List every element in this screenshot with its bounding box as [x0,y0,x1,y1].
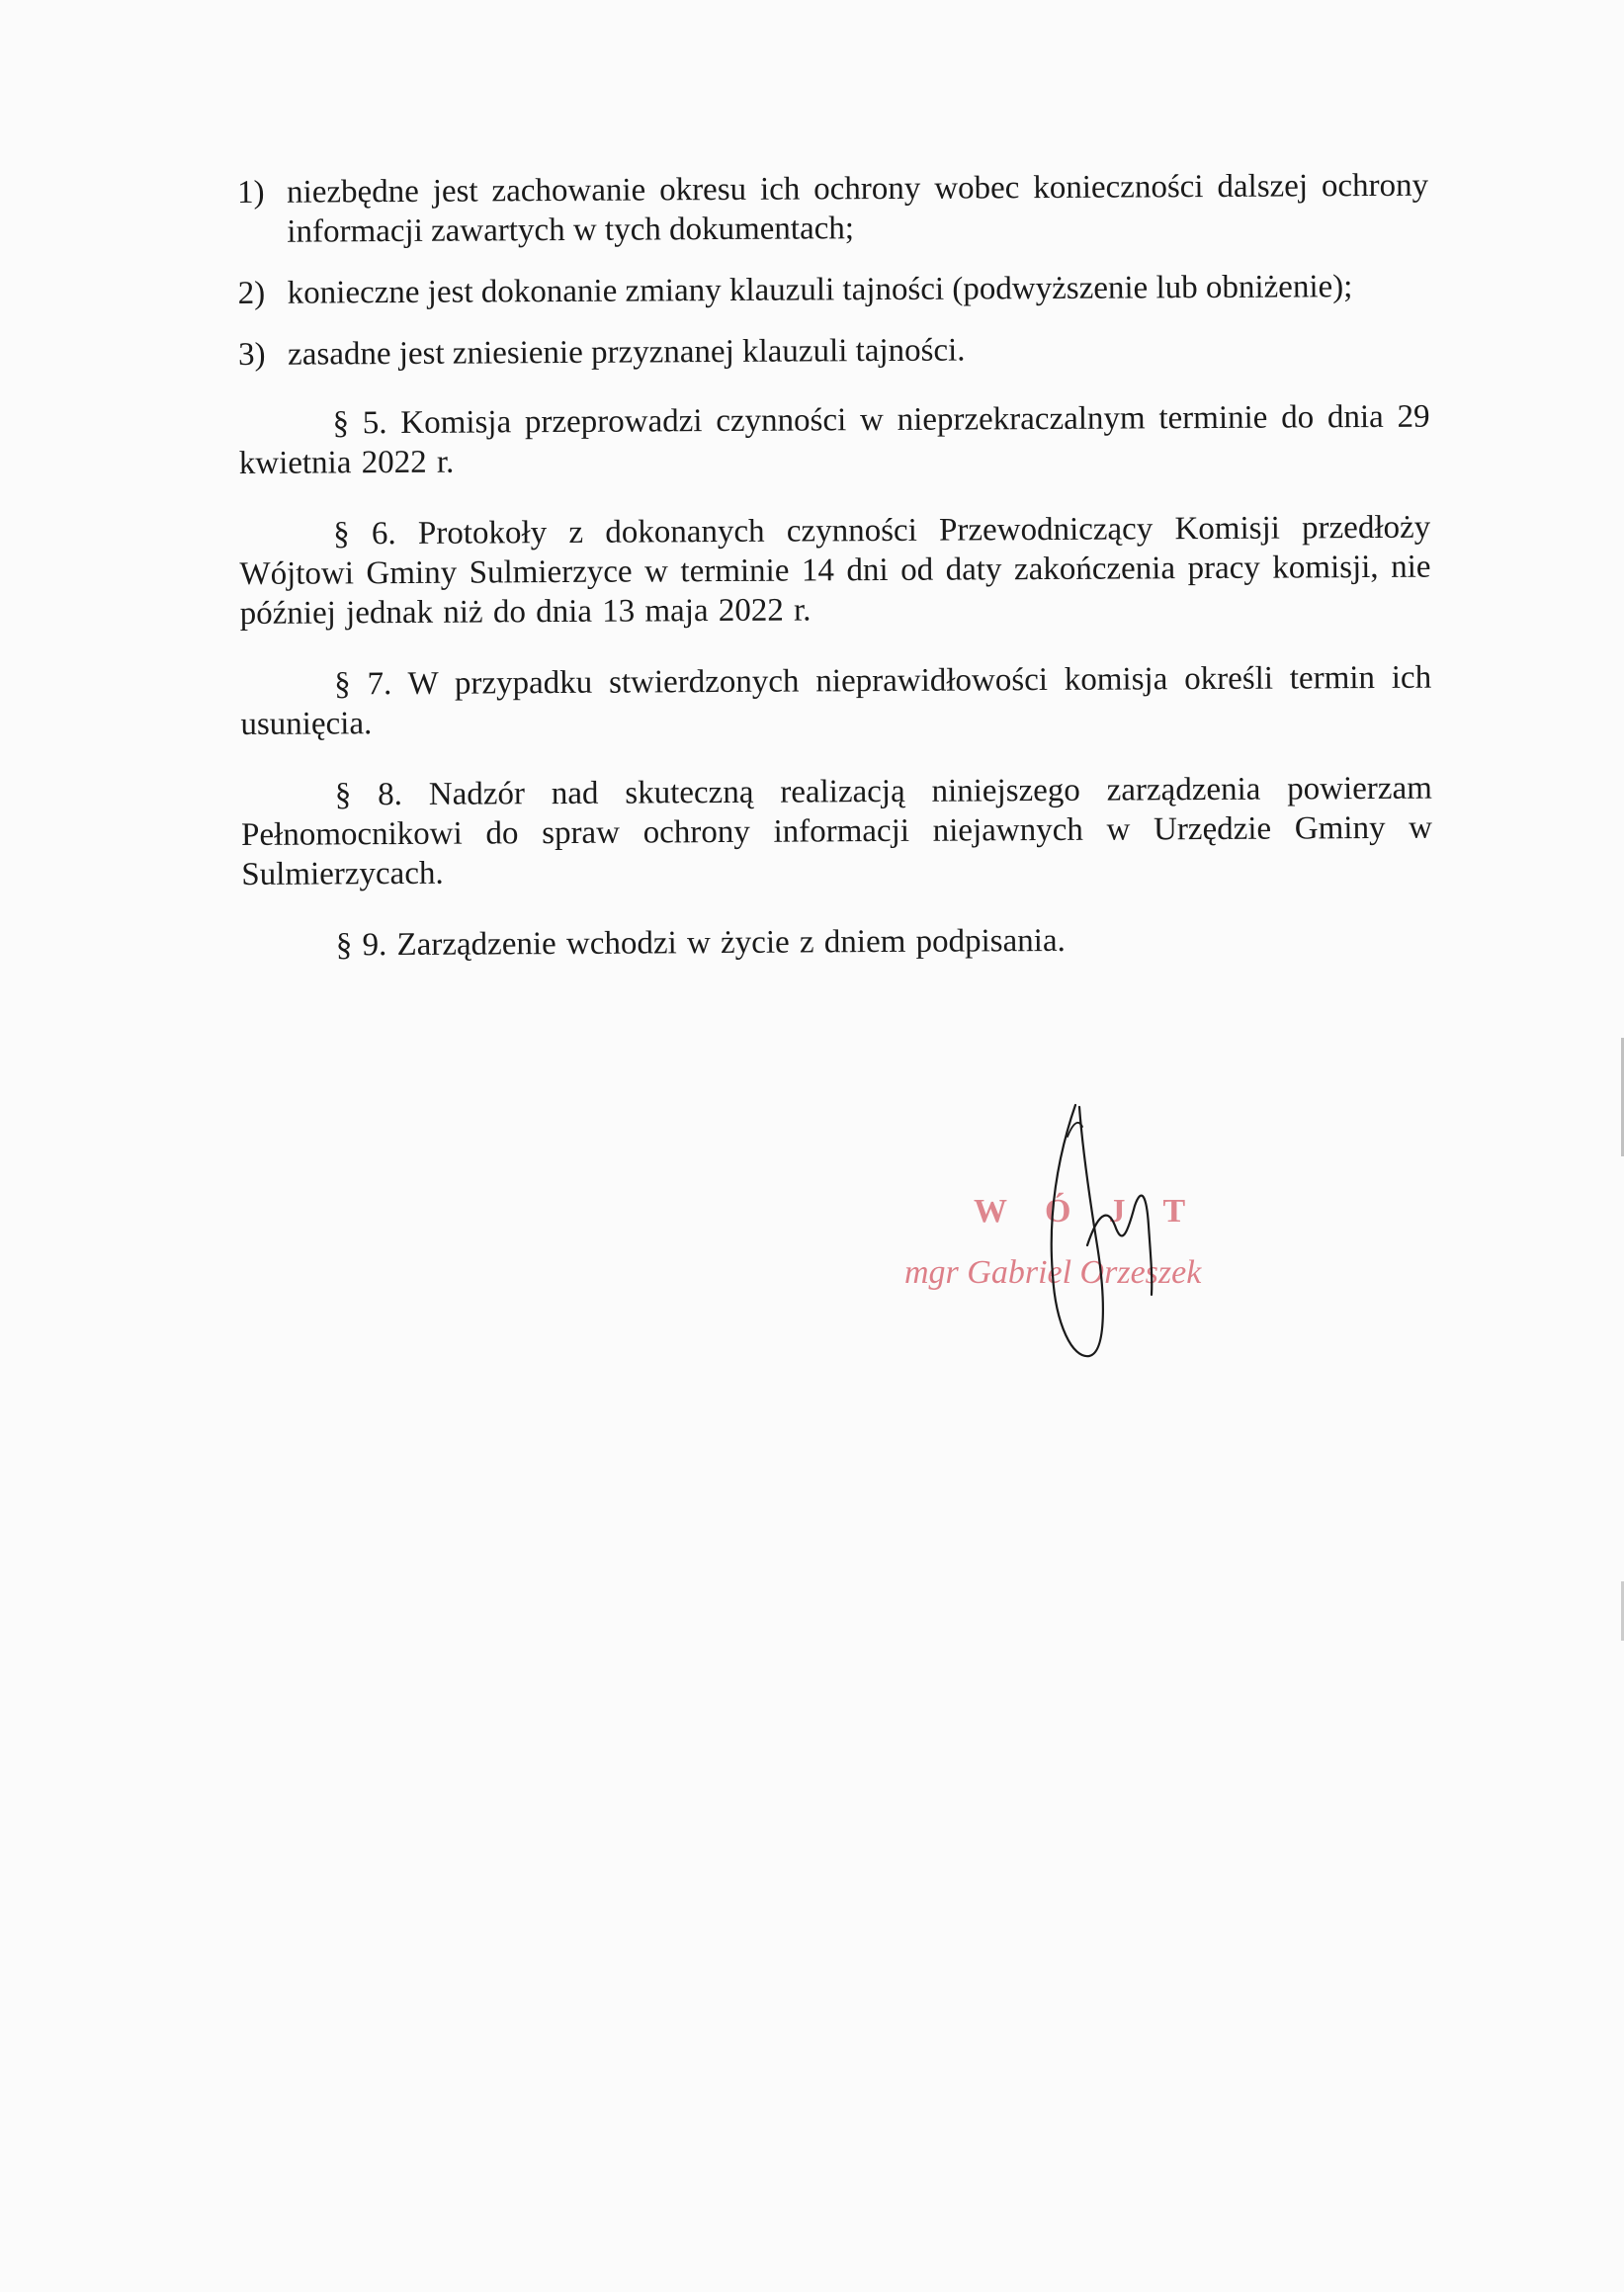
paragraph-9: § 9. Zarządzenie wchodzi w życie z dniem podpisania. [335,922,1066,964]
list-number: 3) [238,336,266,373]
list-text: konieczne jest dokonanie zmiany klauzuli tajności (podwyższenie lub obniżenie); [287,269,1353,311]
document-body [237,166,1433,997]
list-text: zasadne jest zniesienie przyznanej klauzuli tajności. [288,332,966,373]
list-number: 1) [237,174,265,211]
stamp-name: mgr Gabriel Orzeszek [904,1254,1202,1291]
paragraph-6: § 6. Protokoły z dokonanych czynności Przewodniczący Komisji przedłoży Wójtowi Gminy Sulmierzyce w terminie 14 dni od daty zakończenia pracy komisji, nie później jednak niż do dnia 13 maja 2022 r. [239,509,1431,632]
list-number: 2) [237,275,266,311]
paragraph-5: § 5. Komisja przeprowadzi czynności w nieprzekraczalnym terminie do dnia 29 kwietnia 2022 r. [238,398,1430,481]
list-item-1 [237,166,1428,252]
paragraph-8: § 8. Nadzór nad skuteczną realizacją niniejszego zarządzenia powierzam Pełnomocnikowi do spraw ochrony informacji niejawnych w Urzędzie Gminy w Sulmierzycach. [240,770,1433,892]
list-text: niezbędne jest zachowanie okresu ich ochrony wobec konieczności dalszej ochrony informacji zawartych w tych dokumentach; [287,167,1429,250]
list-item-3 [238,328,1429,375]
stamp-title: WÓJT [974,1193,1224,1230]
paragraph-7: § 7. W przypadku stwierdzonych nieprawidłowości komisja określi termin ich usunięcia. [240,659,1432,742]
list-item-2 [238,267,1429,313]
handwritten-signature [1028,1097,1196,1364]
